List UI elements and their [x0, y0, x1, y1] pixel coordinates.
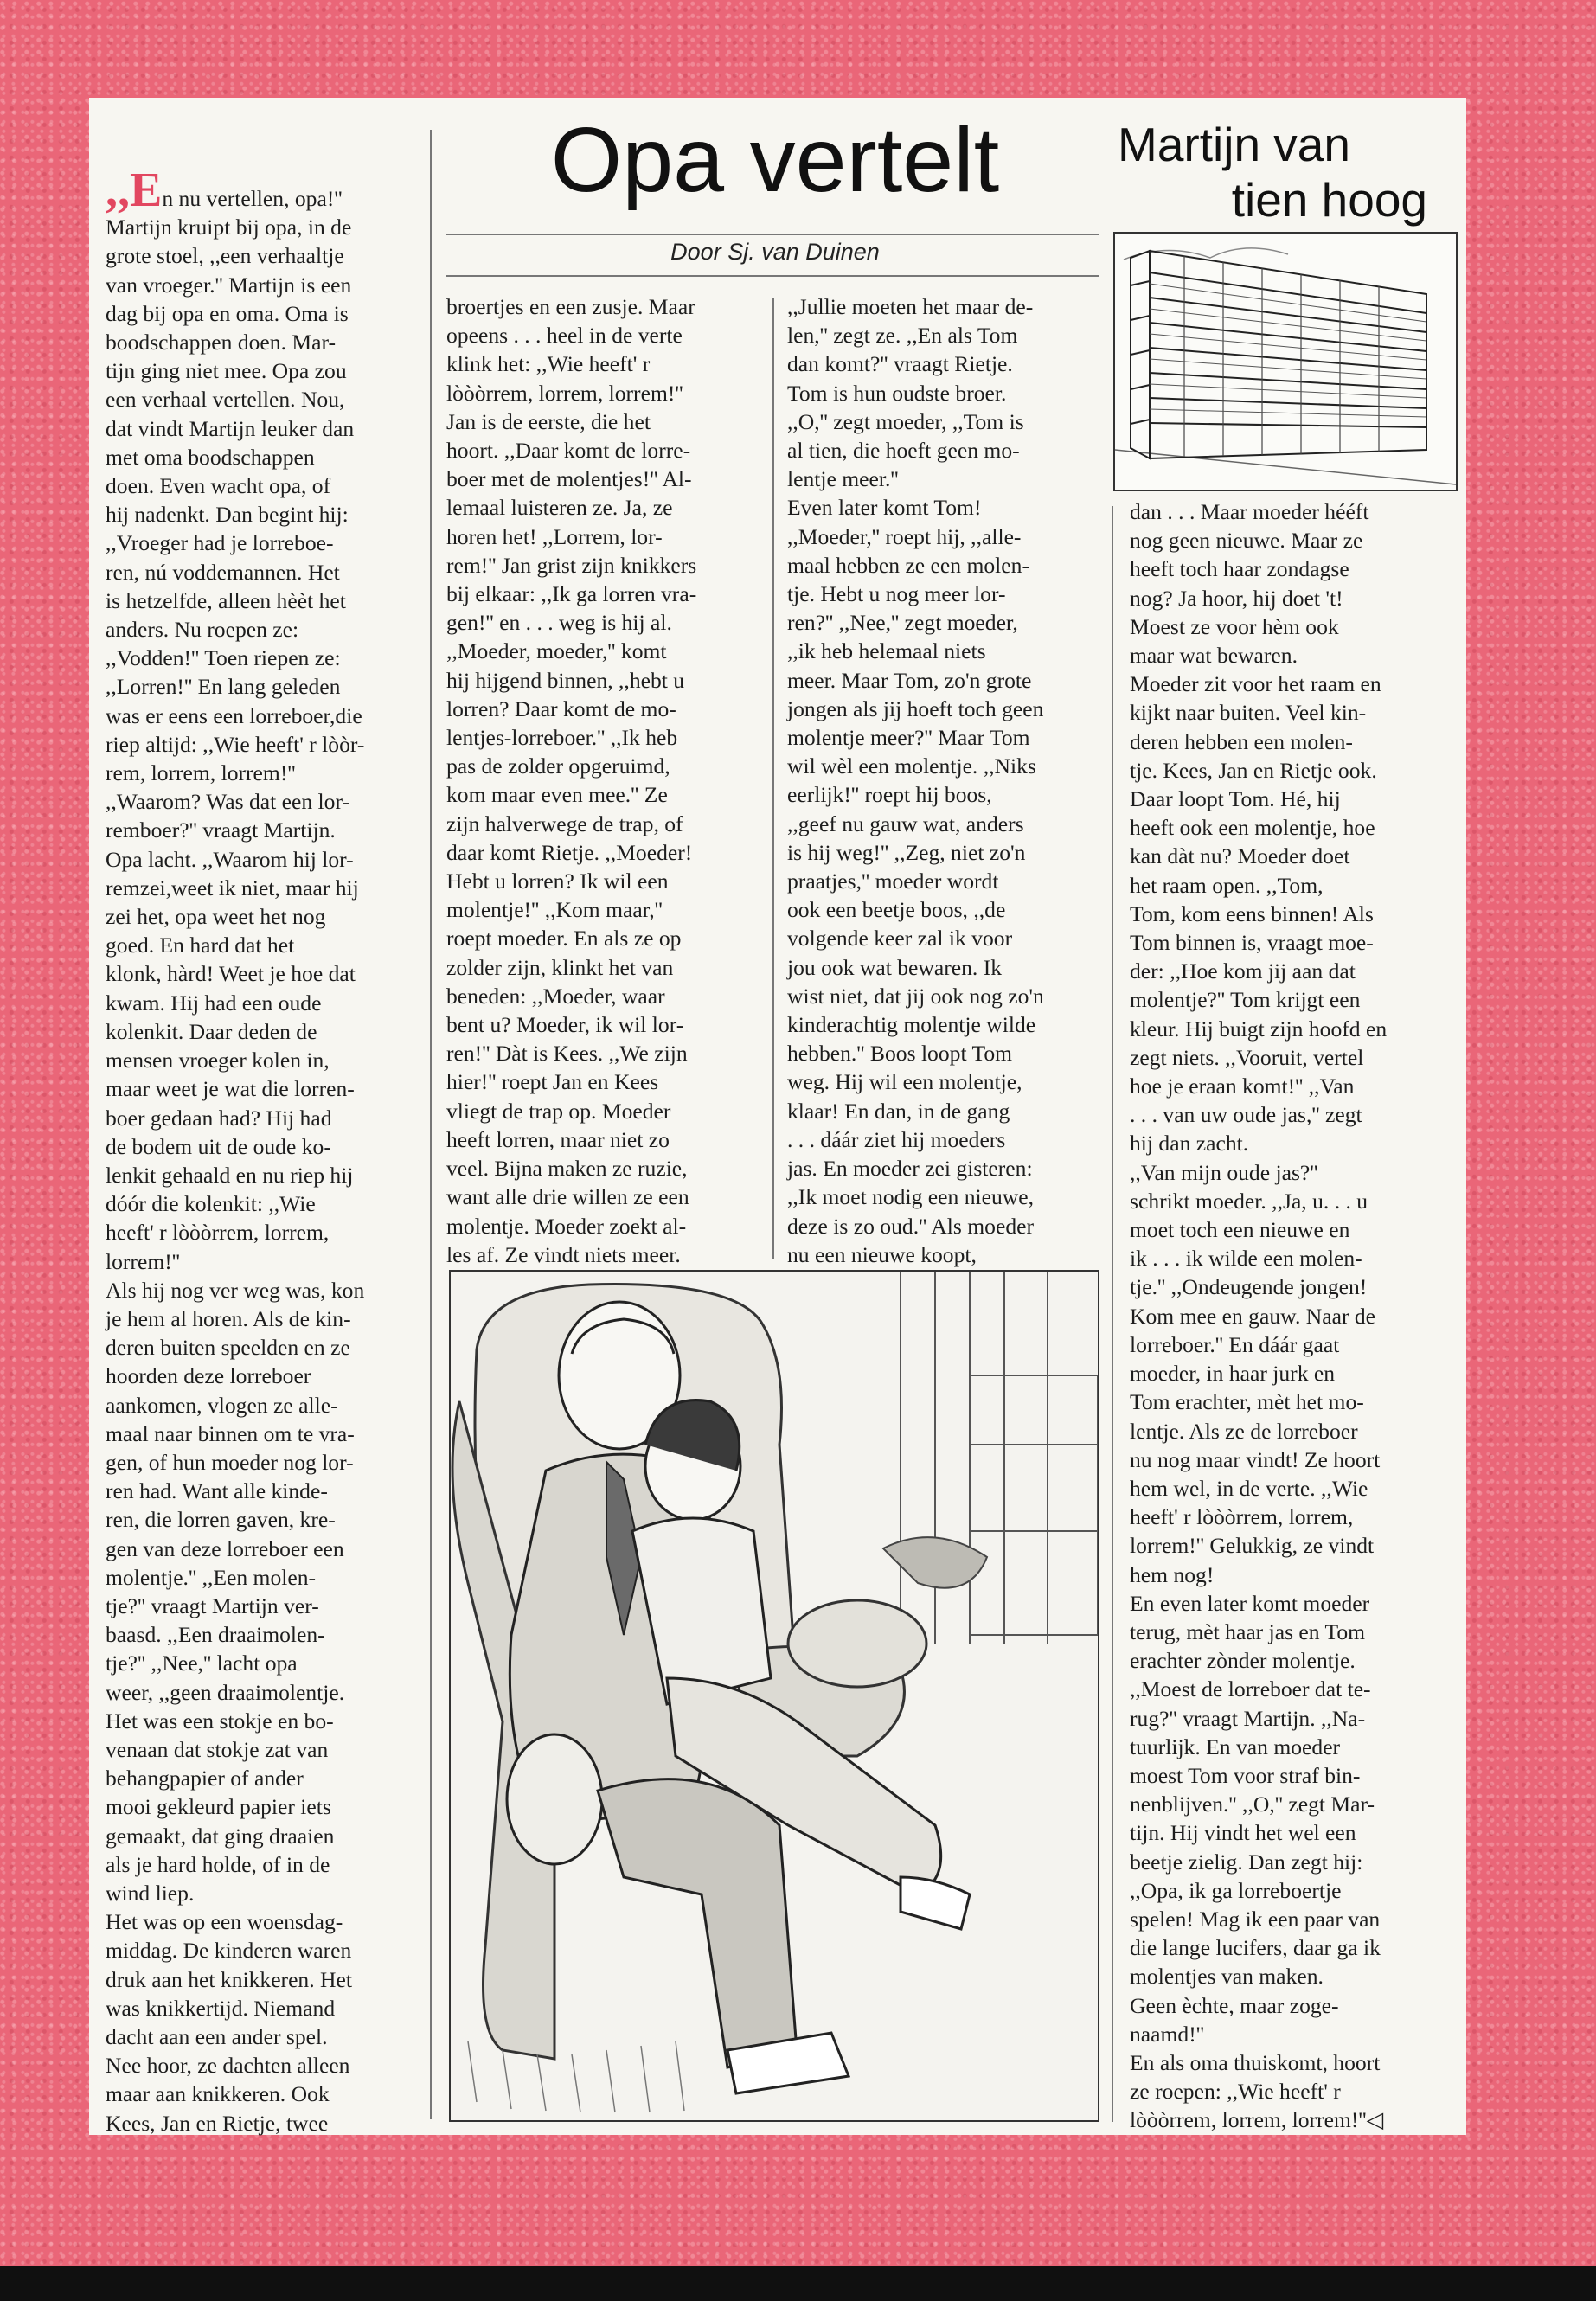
column-1-text: n nu vertellen, opa!'' Martijn kruipt bij opa, in de grote stoel, ,,een verhaaltje van vroeger.'' Martijn is een dag bij opa en oma. Oma is boodschappen doen. Mar- tijn ging niet mee. Opa zou een verhaal vertellen. Nou, dat vindt Martijn leuker dan met oma boodschappen doen. Even wacht opa, of hij nadenkt. Dan begint hij: ,,Vroeger had je lorreboe- ren, nú voddemannen. Het is hetzelfde, alleen hèèt het anders. Nu roepen ze: ,,Vodden!'' Toen riepen ze: ,,Lorren!'' En lang geleden was er eens een lorreboer,die riep altijd: ,,Wie heeft' r lòòr- rem, lorrem, lorrem!'' ,,Waarom? Was dat een lor- remboer?'' vraagt Martijn. Opa lacht. ,,Waarom hij lor- remzei,weet ik niet, maar hij zei het, opa weet het nog goed. En hard dat het klonk, hàrd! Weet je hoe dat kwam. Hij had een oude kolenkit. Daar deden de mensen vroeger kolen in, maar weet je wat die lorren- boer gedaan had? Hij had de bodem uit de oude ko- lenkit gehaald en nu riep hij dóór die kolenkit: ,,Wie heeft' r lòòòrrem, lorrem, lorrem!'' Als hij nog ver weg was, kon je hem al horen. Als de kin- deren buiten speelden en ze hoorden deze lorreboer aankomen, vlogen ze alle- maal naar binnen om te vra- gen, of hun moeder nog lor- ren had. Want alle kinde- ren, die lorren gaven, kre- gen van deze lorreboer een molentje.'' ,,Een molen- tje?'' vraagt Martijn ver- baasd. ,,Een draaimolen- tje?'' ,,Nee,'' lacht opa weer, ,,geen draaimolentje. Het was een stokje en bo- venaan dat stokje zat van behangpapier of ander mooi gekleurd papier iets gemaakt, dat ging draaien als je hard holde, of in de wind liep. Het was op een woensdag- middag. De kinderen waren druk aan het knikkeren. Het was knikkertijd. Niemand dacht aan een ander spel. Nee hoor, ze dachten alleen maar aan knikkeren. Ook Kees, Jan en Rietje, twee — [106, 186, 365, 2136]
apartment-building-illustration — [1113, 232, 1458, 491]
grandfather-and-boy-in-armchair-illustration — [449, 1270, 1099, 2122]
drop-cap: ,,E — [106, 163, 163, 217]
side-title — [1116, 117, 1427, 228]
article-column-4: dan . . . Maar moeder hééft nog geen nieuwe. Maar ze heeft toch haar zondagse nog? Ja hoor, hij doet 't! Moest ze voor hèm ook maar wat bewaren. Moeder zit voor het raam en kijkt naar buiten. Veel kin- deren hebben een molen- tje. Kees, Jan en Rietje ook. Daar loopt Tom. Hé, hij heeft ook een molentje, hoe kan dàt nu? Moeder doet het raam open. ,,Tom, Tom, kom eens binnen! Als Tom binnen is, vraagt moe- der: ,,Hoe kom jij aan dat molentje?'' Tom krijgt een kleur. Hij buigt zijn hoofd en zegt niets. ,,Vooruit, vertel hoe je eraan komt!'' ,,Van . . . van uw oude jas,'' zegt hij dan zacht. ,,Van mijn oude jas?'' schrikt moeder. ,,Ja, u. . . u moet toch een nieuwe en ik . . . ik wilde een molen- tje.'' ,,Ondeugende jongen! Kom mee en gauw. Naar de lorreboer.'' En dáár gaat moeder, in haar jurk en Tom erachter, mèt het mo- lentje. Als ze de lorreboer nu nog maar vindt! Ze hoort hem wel, in de verte. ,,Wie heeft' r lòòòrrem, lorrem, lorrem!'' Gelukkig, ze vindt hem nog! En even later komt moeder terug, mèt haar jas en Tom erachter zònder molentje. ,,Moest de lorreboer dat te- rug?'' vraagt Martijn. ,,Na- tuurlijk. En van moeder moest Tom voor straf bin- nenblijven.'' ,,O,'' zegt Mar- tijn. Hij vindt het wel een beetje zielig. Dan zegt hij: ,,Opa, ik ga lorreboertje spelen! Mag ik een paar van die lange lucifers, daar ga ik molentjes van maken. Geen èchte, maar zoge- naamd!'' En als oma thuiskomt, hoort ze roepen: ,,Wie heeft' r lòòòrrem, lorrem, lorrem!''◁ — [1130, 499, 1388, 2133]
article-column-2: broertjes en een zusje. Maar opeens . . . heel in de verte klink het: ,,Wie heeft' r lòòòrrem, lorrem, lorrem!'' Jan is de eerste, die het hoort. ,,Daar komt de lorre- boer met de molentjes!'' Al- lemaal luisteren ze. Ja, ze horen het! ,,Lorrem, lor- rem!'' Jan grist zijn knikkers bij elkaar: ,,Ik ga lorren vra- gen!'' en . . . weg is hij al. ,,Moeder, moeder,'' komt hij hijgend binnen, ,,hebt u lorren? Daar komt de mo- lentjes-lorreboer.'' ,,Ik heb pas de zolder opgeruimd, kom maar even mee.'' Ze zijn halverwege de trap, of daar komt Rietje. ,,Moeder! Hebt u lorren? Ik wil een molentje!'' ,,Kom maar,'' roept moeder. En als ze op zolder zijn, klinkt het van beneden: ,,Moeder, waar bent u? Moeder, ik wil lor- ren!'' Dàt is Kees. ,,We zijn hier!'' roept Jan en Kees vliegt de trap op. Moeder heeft lorren, maar niet zo veel. Bijna maken ze ruzie, want alle drie willen ze een molentje. Moeder zoekt al- les af. Ze vindt niets meer. — [446, 294, 697, 1267]
side-title-line2: tien hoog — [1231, 173, 1427, 227]
article-byline: Door Sj. van Duinen — [670, 239, 880, 265]
article-column-3: ,,Jullie moeten het maar de- len,'' zegt ze. ,,En als Tom dan komt?'' vraagt Rietje. Tom is hun oudste broer. ,,O,'' zegt moeder, ,,Tom is al tien, die hoeft geen mo- lentje meer.'' Even later komt Tom! ,,Moeder,'' roept hij, ,,alle- maal hebben ze een molen- tje. Hebt u nog meer lor- ren?'' ,,Nee,'' zegt moeder, ,,ik heb helemaal niets meer. Maar Tom, zo'n grote jongen als jij hoeft toch geen molentje meer?'' Maar Tom wil wèl een molentje. ,,Niks eerlijk!'' roept hij boos, ,,geef nu gauw wat, anders is hij weg!'' ,,Zeg, niet zo'n praatjes,'' moeder wordt ook een beetje boos, ,,de volgende keer zal ik voor jou ook wat bewaren. Ik wist niet, dat jij ook nog zo'n kinderachtig molentje wilde hebben.'' Boos loopt Tom weg. Hij wil een molentje, klaar! En dan, in de gang . . . dáár ziet hij moeders jas. En moeder zei gisteren: ,,Ik moet nodig een nieuwe, deze is zo oud.'' Als moeder nu een nieuwe koopt, — [787, 294, 1044, 1267]
column-divider-1 — [430, 130, 432, 2119]
side-title-line1: Martijn van — [1118, 118, 1350, 171]
column-divider-2 — [772, 298, 774, 1259]
title-rule-top — [446, 234, 1099, 235]
article-title: Opa vertelt — [550, 109, 1000, 211]
title-rule-bottom — [446, 275, 1099, 277]
column-divider-3 — [1112, 506, 1113, 2122]
article-column-1 — [106, 163, 424, 2138]
